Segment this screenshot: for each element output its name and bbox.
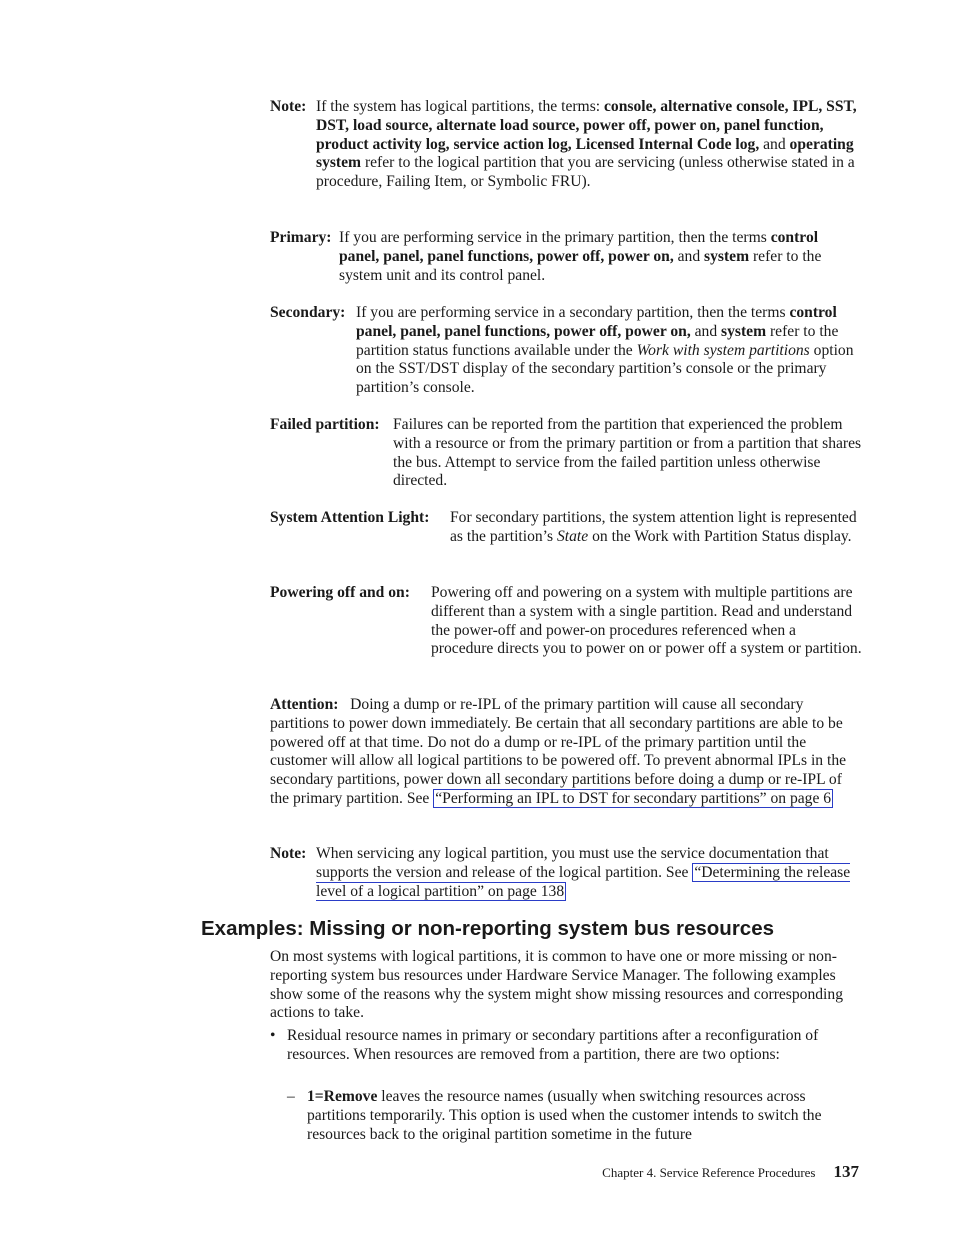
system-attention-light-label: System Attention Light: — [270, 509, 430, 526]
failed-partition-label: Failed partition: — [270, 416, 380, 433]
release-level-link[interactable]: “Determining the release level of a logical partition” on page 138 — [316, 863, 851, 900]
sub-list-item — [287, 1088, 860, 1144]
note-logical-partitions — [270, 98, 862, 192]
attention-paragraph: Attention: Doing a dump or re-IPL of the primary partition will cause all secondary partitions to power down immediately. Be certain that all secondary partitions are able to be powered off at that time. Do not do a dump or re-IPL of the primary partition until the customer will allow all logical partitions to be powered off. To prevent abnormal IPLs in the secondary partitions, power down all secondary partitions before doing a dump or re-IPL of the primary partition. See “Performing an IPL to DST for secondary partitions” on page 6 — [270, 696, 847, 807]
powering-label: Powering off and on: — [270, 584, 410, 601]
note-release-level — [270, 845, 862, 901]
note-label: Note: — [270, 845, 307, 862]
note-body: If the system has logical partitions, the terms: console, alternative console, IPL, SST, DST, load source, alternate load source, power off, power on, panel function, product activity log, service action log, Licensed Internal Code log, and operating system refer to the logical partition that you are servicing (unless otherwise stated in a procedure, Failing Item, or Symbolic FRU). — [316, 98, 857, 191]
failed-partition-body: Failures can be reported from the partition that experienced the problem with a resource or from the primary partition or from a partition that shares the bus. Attempt to service from the failed partition unless otherwise directed. — [393, 416, 862, 490]
section-heading: Examples: Missing or non-reporting system bus resources — [201, 917, 775, 940]
secondary-label: Secondary: — [270, 304, 346, 321]
footer-chapter: Chapter 4. Service Reference Procedures — [602, 1165, 816, 1180]
system-attention-light-definition — [270, 509, 862, 547]
powering-definition — [270, 584, 862, 659]
intro-paragraph: On most systems with logical partitions, it is common to have one or more missing or non-reporting system bus resources under Hardware Service Manager. The following examples show some of the reasons why the system might show missing resources and corresponding actions to take. — [270, 948, 843, 1022]
dash-text: 1=Remove leaves the resource names (usually when switching resources across partitions temporarily. This option is used when the customer intends to switch the resources back to the original partition sometime in the future — [307, 1088, 822, 1143]
system-attention-light-body: For secondary partitions, the system attention light is represented as the partition’s State on the Work with Partition Status display. — [450, 509, 857, 545]
note-body: When servicing any logical partition, you must use the service documentation that supports the version and release of the logical partition. See “Determining the release level of a logical partition” on page 138 — [316, 845, 851, 900]
list-item — [270, 1027, 860, 1065]
primary-body: If you are performing service in the primary partition, then the terms control panel, panel, panel functions, power off, power on, and system refer to the system unit and its control panel. — [339, 229, 822, 284]
secondary-body: If you are performing service in a secondary partition, then the terms control panel, panel, panel functions, power off, power on, and system refer to the partition status functions available under the Work with system partitions option on the SST/DST display of the secondary partition’s console or the primary partition’s console. — [356, 304, 854, 397]
note-label: Note: — [270, 98, 307, 115]
attention-label: Attention: — [270, 696, 339, 713]
bullet-text: Residual resource names in primary or secondary partitions after a reconfiguration of resources. When resources are removed from a partition, there are two options: — [287, 1027, 819, 1063]
primary-definition — [270, 229, 862, 285]
bullet-marker: • — [270, 1027, 276, 1044]
secondary-definition — [270, 304, 862, 398]
failed-partition-definition — [270, 416, 862, 491]
page-footer — [602, 1162, 859, 1182]
primary-label: Primary: — [270, 229, 332, 246]
ipl-dst-secondary-link[interactable]: “Performing an IPL to DST for secondary partitions” on page 6 — [435, 789, 832, 807]
powering-body: Powering off and powering on a system with multiple partitions are different than a system with a single partition. Read and understand the power-off and power-on procedures referenced when a procedure directs you to power on or power off a system or partition. — [431, 584, 862, 658]
dash-marker: – — [287, 1088, 295, 1105]
page-number: 137 — [833, 1162, 859, 1181]
